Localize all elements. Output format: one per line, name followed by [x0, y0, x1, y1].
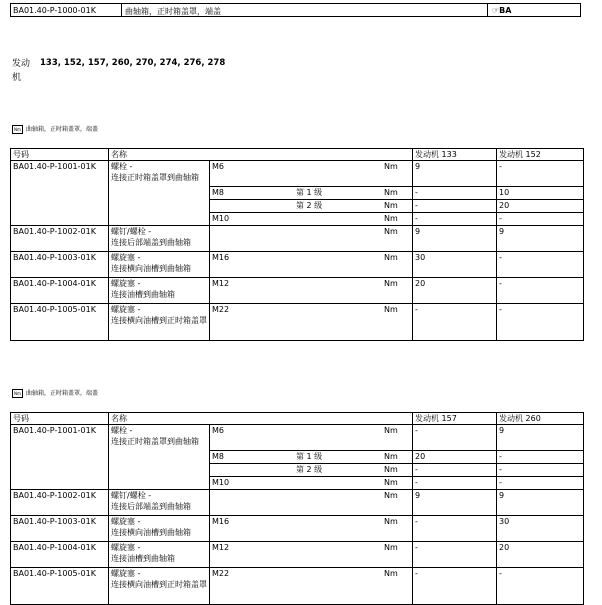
- table-row: [11, 304, 584, 341]
- torque-unit: Nm: [384, 465, 398, 474]
- header-divider: [487, 4, 488, 16]
- torque-table: [10, 412, 584, 605]
- table-row: [11, 490, 584, 516]
- part-name-line: 螺旋塞 -: [111, 543, 141, 552]
- thread-size: M6: [212, 162, 224, 171]
- part-name-line: 螺栓 -: [111, 162, 133, 171]
- part-number: BA01.40-P-1005-01K: [11, 568, 109, 605]
- part-name: [109, 161, 210, 226]
- torque-spec: [210, 490, 413, 516]
- tightening-stage: 第 2 级: [296, 465, 323, 474]
- document-code: BA01.40-P-1000-01K: [13, 6, 96, 15]
- torque-value: -: [413, 477, 497, 490]
- part-number: BA01.40-P-1005-01K: [11, 304, 109, 341]
- part-number: BA01.40-P-1001-01K: [11, 425, 109, 490]
- torque-spec: [210, 542, 413, 568]
- torque-unit: Nm: [384, 214, 398, 223]
- section-title: [12, 388, 98, 398]
- engine-list: 133, 152, 157, 260, 270, 274, 276, 278: [40, 58, 226, 68]
- torque-value: -: [497, 477, 584, 490]
- torque-unit: Nm: [384, 253, 398, 262]
- table-row: [11, 226, 584, 252]
- part-name-line: 连接横向油槽到曲轴箱: [111, 528, 191, 537]
- torque-value: -: [413, 425, 497, 451]
- column-header: 发动机 152: [497, 149, 584, 161]
- table-header-row: [11, 413, 584, 425]
- note-icon: Nm: [12, 125, 23, 134]
- torque-value: 30: [413, 252, 497, 278]
- torque-spec: [210, 226, 413, 252]
- torque-value: -: [413, 200, 497, 213]
- part-number: BA01.40-P-1001-01K: [11, 161, 109, 226]
- part-name-line: 连接正时箱盖罩到曲轴箱: [111, 173, 199, 182]
- torque-unit: Nm: [384, 426, 398, 435]
- torque-spec: [210, 213, 413, 226]
- table-row: [11, 516, 584, 542]
- part-name-line: 连接油槽到曲轴箱: [111, 290, 175, 299]
- torque-unit: Nm: [384, 452, 398, 461]
- torque-value: -: [413, 464, 497, 477]
- part-number: BA01.40-P-1002-01K: [11, 226, 109, 252]
- part-number: BA01.40-P-1004-01K: [11, 278, 109, 304]
- thread-size: M6: [212, 426, 224, 435]
- part-name: [109, 226, 210, 252]
- engine-label: 发动机: [12, 59, 31, 83]
- column-header: 号码: [11, 149, 109, 161]
- section-title-text: 曲轴箱，正时箱盖罩，端盖: [26, 126, 99, 133]
- part-number: BA01.40-P-1002-01K: [11, 490, 109, 516]
- part-name-line: 连接油槽到曲轴箱: [111, 554, 175, 563]
- torque-spec: [210, 477, 413, 490]
- torque-spec: [210, 200, 413, 213]
- tightening-stage: 第 1 级: [296, 452, 323, 461]
- part-name-line: 连接横向油槽到曲轴箱: [111, 264, 191, 273]
- table-row: [11, 542, 584, 568]
- torque-value: 20: [413, 278, 497, 304]
- tightening-stage: 第 1 级: [296, 188, 323, 197]
- torque-value: -: [497, 278, 584, 304]
- thread-size: M8: [212, 188, 224, 197]
- document-header: [10, 3, 581, 17]
- column-header: 发动机 133: [413, 149, 497, 161]
- thread-size: M8: [212, 452, 224, 461]
- torque-unit: Nm: [384, 305, 398, 314]
- part-name: [109, 516, 210, 542]
- torque-unit: Nm: [384, 279, 398, 288]
- part-name-line: 连接横向油槽到正时箱盖罩: [111, 580, 207, 589]
- torque-spec: [210, 464, 413, 477]
- table-row: [11, 252, 584, 278]
- table-header-row: [11, 149, 584, 161]
- header-divider: [121, 4, 122, 16]
- torque-unit: Nm: [384, 517, 398, 526]
- part-number: BA01.40-P-1003-01K: [11, 516, 109, 542]
- torque-spec: [210, 568, 413, 605]
- torque-value: 9: [497, 425, 584, 451]
- torque-spec: [210, 278, 413, 304]
- torque-value: -: [413, 213, 497, 226]
- part-name: [109, 568, 210, 605]
- torque-unit: Nm: [384, 188, 398, 197]
- torque-value: -: [497, 161, 584, 187]
- torque-value: -: [413, 516, 497, 542]
- torque-unit: Nm: [384, 227, 398, 236]
- part-name: [109, 304, 210, 341]
- column-header: 名称: [109, 413, 413, 425]
- part-name-line: 螺旋塞 -: [111, 253, 141, 262]
- thread-size: M12: [212, 279, 230, 288]
- torque-unit: Nm: [384, 478, 398, 487]
- torque-value: -: [497, 252, 584, 278]
- thread-size: M22: [212, 569, 230, 578]
- part-name-line: 螺钉/螺栓 -: [111, 491, 152, 500]
- torque-value: 30: [497, 516, 584, 542]
- torque-value: 20: [497, 542, 584, 568]
- torque-value: 9: [413, 161, 497, 187]
- part-number: BA01.40-P-1004-01K: [11, 542, 109, 568]
- torque-value: -: [413, 187, 497, 200]
- column-header: 名称: [109, 149, 413, 161]
- table-row: [11, 161, 584, 187]
- section-title: [12, 124, 98, 134]
- column-header: 发动机 260: [497, 413, 584, 425]
- thread-size: M10: [212, 214, 230, 223]
- torque-spec: [210, 304, 413, 341]
- part-name: [109, 425, 210, 490]
- part-name-line: 连接横向油槽到正时箱盖罩: [111, 316, 207, 325]
- torque-value: -: [497, 568, 584, 605]
- torque-value: 9: [497, 490, 584, 516]
- torque-spec: [210, 252, 413, 278]
- part-name-line: 螺旋塞 -: [111, 279, 141, 288]
- torque-value: 9: [413, 490, 497, 516]
- part-name-line: 螺旋塞 -: [111, 569, 141, 578]
- thread-size: M22: [212, 305, 230, 314]
- part-name: [109, 252, 210, 278]
- torque-spec: [210, 425, 413, 451]
- column-header: 发动机 157: [413, 413, 497, 425]
- part-name-line: 连接正时箱盖罩到曲轴箱: [111, 437, 199, 446]
- torque-value: 9: [413, 226, 497, 252]
- torque-value: 9: [497, 226, 584, 252]
- torque-table: [10, 148, 584, 341]
- part-name: [109, 542, 210, 568]
- torque-unit: Nm: [384, 569, 398, 578]
- part-name-line: 螺旋塞 -: [111, 517, 141, 526]
- table-row: [11, 568, 584, 605]
- torque-value: -: [497, 304, 584, 341]
- torque-spec: [210, 451, 413, 464]
- part-name-line: 螺栓 -: [111, 426, 133, 435]
- thread-size: M16: [212, 517, 230, 526]
- table-row: [11, 425, 584, 451]
- torque-unit: Nm: [384, 201, 398, 210]
- part-name-line: 螺钉/螺栓 -: [111, 227, 152, 236]
- torque-value: 10: [497, 187, 584, 200]
- thread-size: M16: [212, 253, 230, 262]
- thread-size: M10: [212, 478, 230, 487]
- torque-value: -: [413, 568, 497, 605]
- torque-spec: [210, 187, 413, 200]
- document-description: 曲轴箱，正时箱盖罩，端盖: [125, 7, 221, 16]
- part-name-line: 螺旋塞 -: [111, 305, 141, 314]
- torque-spec: [210, 161, 413, 187]
- torque-unit: Nm: [384, 162, 398, 171]
- torque-value: -: [413, 304, 497, 341]
- torque-value: -: [413, 542, 497, 568]
- part-number: BA01.40-P-1003-01K: [11, 252, 109, 278]
- torque-unit: Nm: [384, 543, 398, 552]
- torque-unit: Nm: [384, 491, 398, 500]
- torque-value: 20: [497, 200, 584, 213]
- torque-value: 20: [413, 451, 497, 464]
- torque-value: -: [497, 451, 584, 464]
- reference-label: BA: [499, 6, 512, 15]
- torque-value: -: [497, 464, 584, 477]
- part-name: [109, 278, 210, 304]
- part-name-line: 连接后部端盖到曲轴箱: [111, 502, 191, 511]
- table-row: [11, 278, 584, 304]
- tightening-stage: 第 2 级: [296, 201, 323, 210]
- torque-value: -: [497, 213, 584, 226]
- torque-spec: [210, 516, 413, 542]
- part-name: [109, 490, 210, 516]
- note-icon: Nm: [12, 389, 23, 398]
- reference-link[interactable]: ☞BA: [492, 6, 512, 15]
- section-title-text: 曲轴箱，正时箱盖罩，端盖: [26, 390, 99, 397]
- part-name-line: 连接后部端盖到曲轴箱: [111, 238, 191, 247]
- thread-size: M12: [212, 543, 230, 552]
- column-header: 号码: [11, 413, 109, 425]
